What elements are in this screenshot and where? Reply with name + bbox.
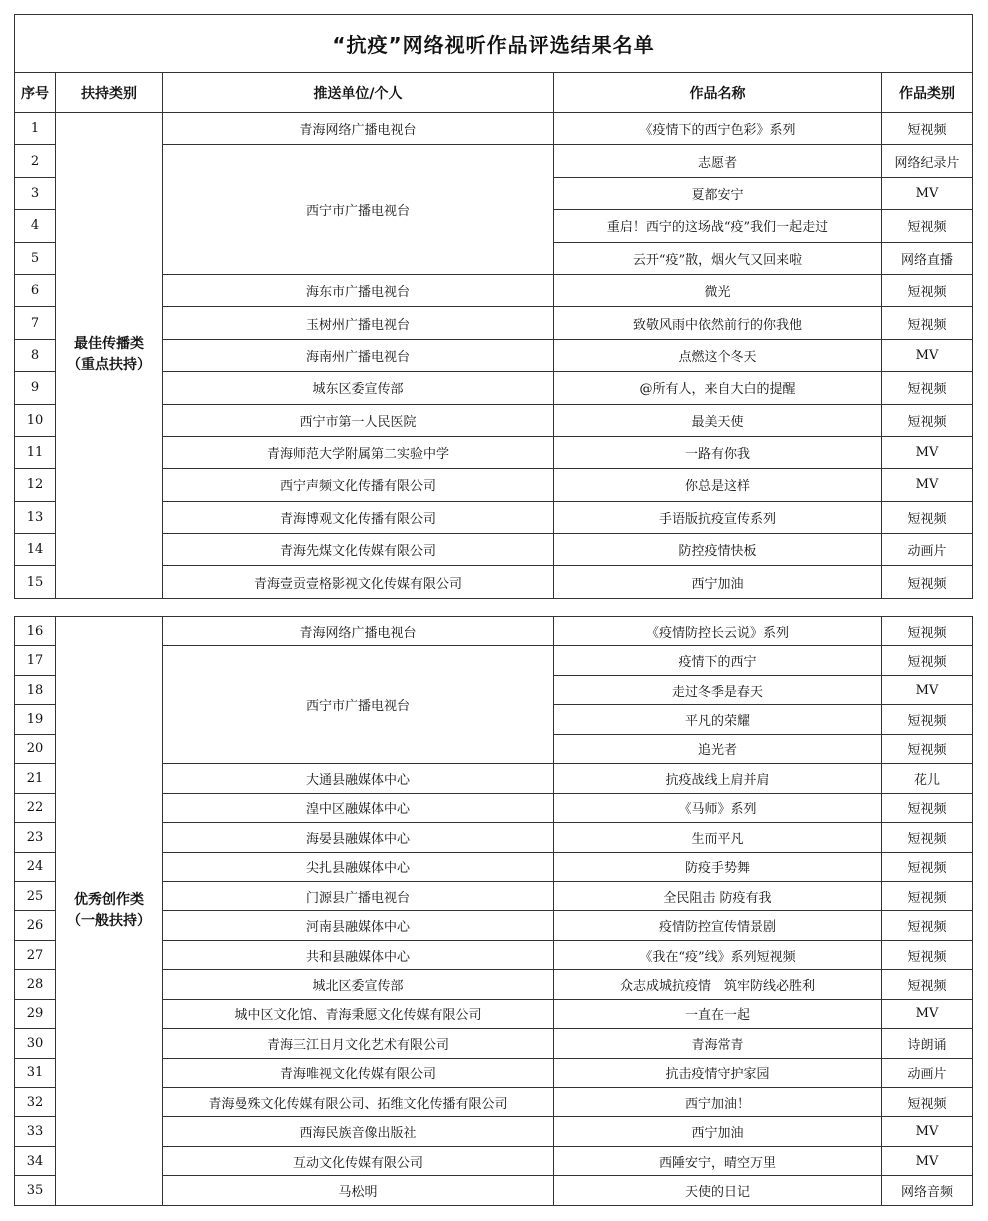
work-type: 短视频 xyxy=(882,404,973,436)
unit-name: 玉树州广播电视台 xyxy=(163,307,554,339)
category-note: （重点扶持） xyxy=(67,357,151,374)
work-title: 微光 xyxy=(554,274,882,306)
row-number: 31 xyxy=(15,1058,56,1087)
work-type: 短视频 xyxy=(882,646,973,675)
work-type: MV xyxy=(882,177,973,209)
work-type: 短视频 xyxy=(882,940,973,969)
work-title: 疫情防控宣传情景剧 xyxy=(554,911,882,940)
unit-name: 城北区委宣传部 xyxy=(163,970,554,999)
category-cell xyxy=(56,113,163,599)
work-title: 《疫情下的西宁色彩》系列 xyxy=(554,113,882,145)
work-type: 短视频 xyxy=(882,823,973,852)
work-type: 短视频 xyxy=(882,210,973,242)
work-title: 抗击疫情守护家园 xyxy=(554,1058,882,1087)
work-title: 全民阻击 防疫有我 xyxy=(554,881,882,910)
work-type: 短视频 xyxy=(882,617,973,646)
work-type: MV xyxy=(882,469,973,501)
work-title: 青海常青 xyxy=(554,1029,882,1058)
row-number: 27 xyxy=(15,940,56,969)
work-type: 网络直播 xyxy=(882,242,973,274)
unit-name: 共和县融媒体中心 xyxy=(163,940,554,969)
row-number: 15 xyxy=(15,566,56,598)
header-no: 序号 xyxy=(15,73,56,113)
work-title: 防控疫情快板 xyxy=(554,534,882,566)
work-type: 短视频 xyxy=(882,501,973,533)
work-type: 花儿 xyxy=(882,764,973,793)
work-title: 西陲安宁，晴空万里 xyxy=(554,1146,882,1175)
work-type: MV xyxy=(882,1117,973,1146)
unit-name: 西宁市广播电视台 xyxy=(163,646,554,764)
work-type: 短视频 xyxy=(882,793,973,822)
work-type: 诗朗诵 xyxy=(882,1029,973,1058)
row-number: 3 xyxy=(15,177,56,209)
row-number: 12 xyxy=(15,469,56,501)
work-type: 网络纪录片 xyxy=(882,145,973,177)
work-title: 西宁加油！ xyxy=(554,1088,882,1117)
unit-name: 互动文化传媒有限公司 xyxy=(163,1146,554,1175)
work-title: 疫情下的西宁 xyxy=(554,646,882,675)
work-type: MV xyxy=(882,675,973,704)
work-title: 夏都安宁 xyxy=(554,177,882,209)
unit-name: 西宁声频文化传播有限公司 xyxy=(163,469,554,501)
row-number: 24 xyxy=(15,852,56,881)
unit-name: 马松明 xyxy=(163,1176,554,1205)
unit-name: 城中区文化馆、青海秉愿文化传媒有限公司 xyxy=(163,999,554,1028)
row-number: 34 xyxy=(15,1146,56,1175)
work-title: 西宁加油 xyxy=(554,1117,882,1146)
work-title: 点燃这个冬天 xyxy=(554,339,882,371)
row-number: 5 xyxy=(15,242,56,274)
work-title: 《马师》系列 xyxy=(554,793,882,822)
row-number: 11 xyxy=(15,436,56,468)
work-title: 西宁加油 xyxy=(554,566,882,598)
work-type: 短视频 xyxy=(882,881,973,910)
row-number: 32 xyxy=(15,1088,56,1117)
row-number: 19 xyxy=(15,705,56,734)
row-number: 8 xyxy=(15,339,56,371)
category-cell xyxy=(56,617,163,1206)
work-title: 致敬风雨中依然前行的你我他 xyxy=(554,307,882,339)
row-number: 16 xyxy=(15,617,56,646)
unit-name: 青海曼殊文化传媒有限公司、拓维文化传播有限公司 xyxy=(163,1088,554,1117)
unit-name: 青海三江日月文化艺术有限公司 xyxy=(163,1029,554,1058)
row-number: 4 xyxy=(15,210,56,242)
unit-name: 青海网络广播电视台 xyxy=(163,617,554,646)
unit-name: 海东市广播电视台 xyxy=(163,274,554,306)
unit-name: 青海先煤文化传媒有限公司 xyxy=(163,534,554,566)
header-type: 作品类别 xyxy=(882,73,973,113)
unit-name: 西海民族音像出版社 xyxy=(163,1117,554,1146)
unit-name: 青海壹贡壹格影视文化传媒有限公司 xyxy=(163,566,554,598)
header-category: 扶持类别 xyxy=(56,73,163,113)
work-type: 短视频 xyxy=(882,911,973,940)
row-number: 29 xyxy=(15,999,56,1028)
category-name: 优秀创作类 xyxy=(74,891,144,908)
row-number: 10 xyxy=(15,404,56,436)
work-type: 短视频 xyxy=(882,705,973,734)
unit-name: 大通县融媒体中心 xyxy=(163,764,554,793)
row-number: 30 xyxy=(15,1029,56,1058)
unit-name: 西宁市广播电视台 xyxy=(163,145,554,275)
unit-name: 河南县融媒体中心 xyxy=(163,911,554,940)
work-type: MV xyxy=(882,999,973,1028)
work-title: 抗疫战线上肩并肩 xyxy=(554,764,882,793)
work-type: MV xyxy=(882,1146,973,1175)
work-type: 短视频 xyxy=(882,970,973,999)
work-title: 云开“疫”散，烟火气又回来啦 xyxy=(554,242,882,274)
row-number: 23 xyxy=(15,823,56,852)
row-number: 14 xyxy=(15,534,56,566)
row-number: 33 xyxy=(15,1117,56,1146)
unit-name: 门源县广播电视台 xyxy=(163,881,554,910)
row-number: 28 xyxy=(15,970,56,999)
work-title: 《疫情防控长云说》系列 xyxy=(554,617,882,646)
unit-name: 海晏县融媒体中心 xyxy=(163,823,554,852)
row-number: 1 xyxy=(15,113,56,145)
work-type: MV xyxy=(882,339,973,371)
header-work: 作品名称 xyxy=(554,73,882,113)
unit-name: 青海网络广播电视台 xyxy=(163,113,554,145)
row-number: 6 xyxy=(15,274,56,306)
work-title: 重启！西宁的这场战“疫”我们一起走过 xyxy=(554,210,882,242)
work-title: @所有人，来自大白的提醒 xyxy=(554,372,882,404)
work-title: 你总是这样 xyxy=(554,469,882,501)
work-title: 走过冬季是春天 xyxy=(554,675,882,704)
work-title: 一直在一起 xyxy=(554,999,882,1028)
table-row xyxy=(15,617,973,646)
unit-name: 湟中区融媒体中心 xyxy=(163,793,554,822)
table-row xyxy=(15,113,973,145)
row-number: 25 xyxy=(15,881,56,910)
work-title: 志愿者 xyxy=(554,145,882,177)
row-number: 35 xyxy=(15,1176,56,1205)
work-type: 短视频 xyxy=(882,274,973,306)
unit-name: 海南州广播电视台 xyxy=(163,339,554,371)
work-type: MV xyxy=(882,436,973,468)
work-title: 追光者 xyxy=(554,734,882,763)
work-type: 短视频 xyxy=(882,307,973,339)
work-type: 动画片 xyxy=(882,1058,973,1087)
unit-name: 青海师范大学附属第二实验中学 xyxy=(163,436,554,468)
unit-name: 青海博观文化传播有限公司 xyxy=(163,501,554,533)
work-title: 生而平凡 xyxy=(554,823,882,852)
table-title: “抗疫”网络视听作品评选结果名单 xyxy=(15,15,973,73)
work-type: 短视频 xyxy=(882,734,973,763)
row-number: 26 xyxy=(15,911,56,940)
work-title: 众志成城抗疫情 筑牢防线必胜利 xyxy=(554,970,882,999)
row-number: 13 xyxy=(15,501,56,533)
row-number: 20 xyxy=(15,734,56,763)
row-number: 7 xyxy=(15,307,56,339)
row-number: 18 xyxy=(15,675,56,704)
header-unit: 推送单位/个人 xyxy=(163,73,554,113)
unit-name: 青海唯视文化传媒有限公司 xyxy=(163,1058,554,1087)
category-name: 最佳传播类 xyxy=(74,336,144,353)
unit-name: 城东区委宣传部 xyxy=(163,372,554,404)
unit-name: 西宁市第一人民医院 xyxy=(163,404,554,436)
work-type: 动画片 xyxy=(882,534,973,566)
work-type: 网络音频 xyxy=(882,1176,973,1205)
work-title: 《我在“疫”线》系列短视频 xyxy=(554,940,882,969)
work-title: 手语版抗疫宣传系列 xyxy=(554,501,882,533)
work-title: 一路有你我 xyxy=(554,436,882,468)
row-number: 9 xyxy=(15,372,56,404)
row-number: 2 xyxy=(15,145,56,177)
work-type: 短视频 xyxy=(882,852,973,881)
work-title: 平凡的荣耀 xyxy=(554,705,882,734)
category-note: （一般扶持） xyxy=(67,912,151,929)
work-type: 短视频 xyxy=(882,566,973,598)
results-table-part-1 xyxy=(14,14,973,599)
work-type: 短视频 xyxy=(882,372,973,404)
row-number: 17 xyxy=(15,646,56,675)
work-title: 最美天使 xyxy=(554,404,882,436)
work-title: 防疫手势舞 xyxy=(554,852,882,881)
work-type: 短视频 xyxy=(882,1088,973,1117)
results-table-part-2 xyxy=(14,616,973,1206)
work-title: 天使的日记 xyxy=(554,1176,882,1205)
row-number: 21 xyxy=(15,764,56,793)
row-number: 22 xyxy=(15,793,56,822)
work-type: 短视频 xyxy=(882,113,973,145)
unit-name: 尖扎县融媒体中心 xyxy=(163,852,554,881)
